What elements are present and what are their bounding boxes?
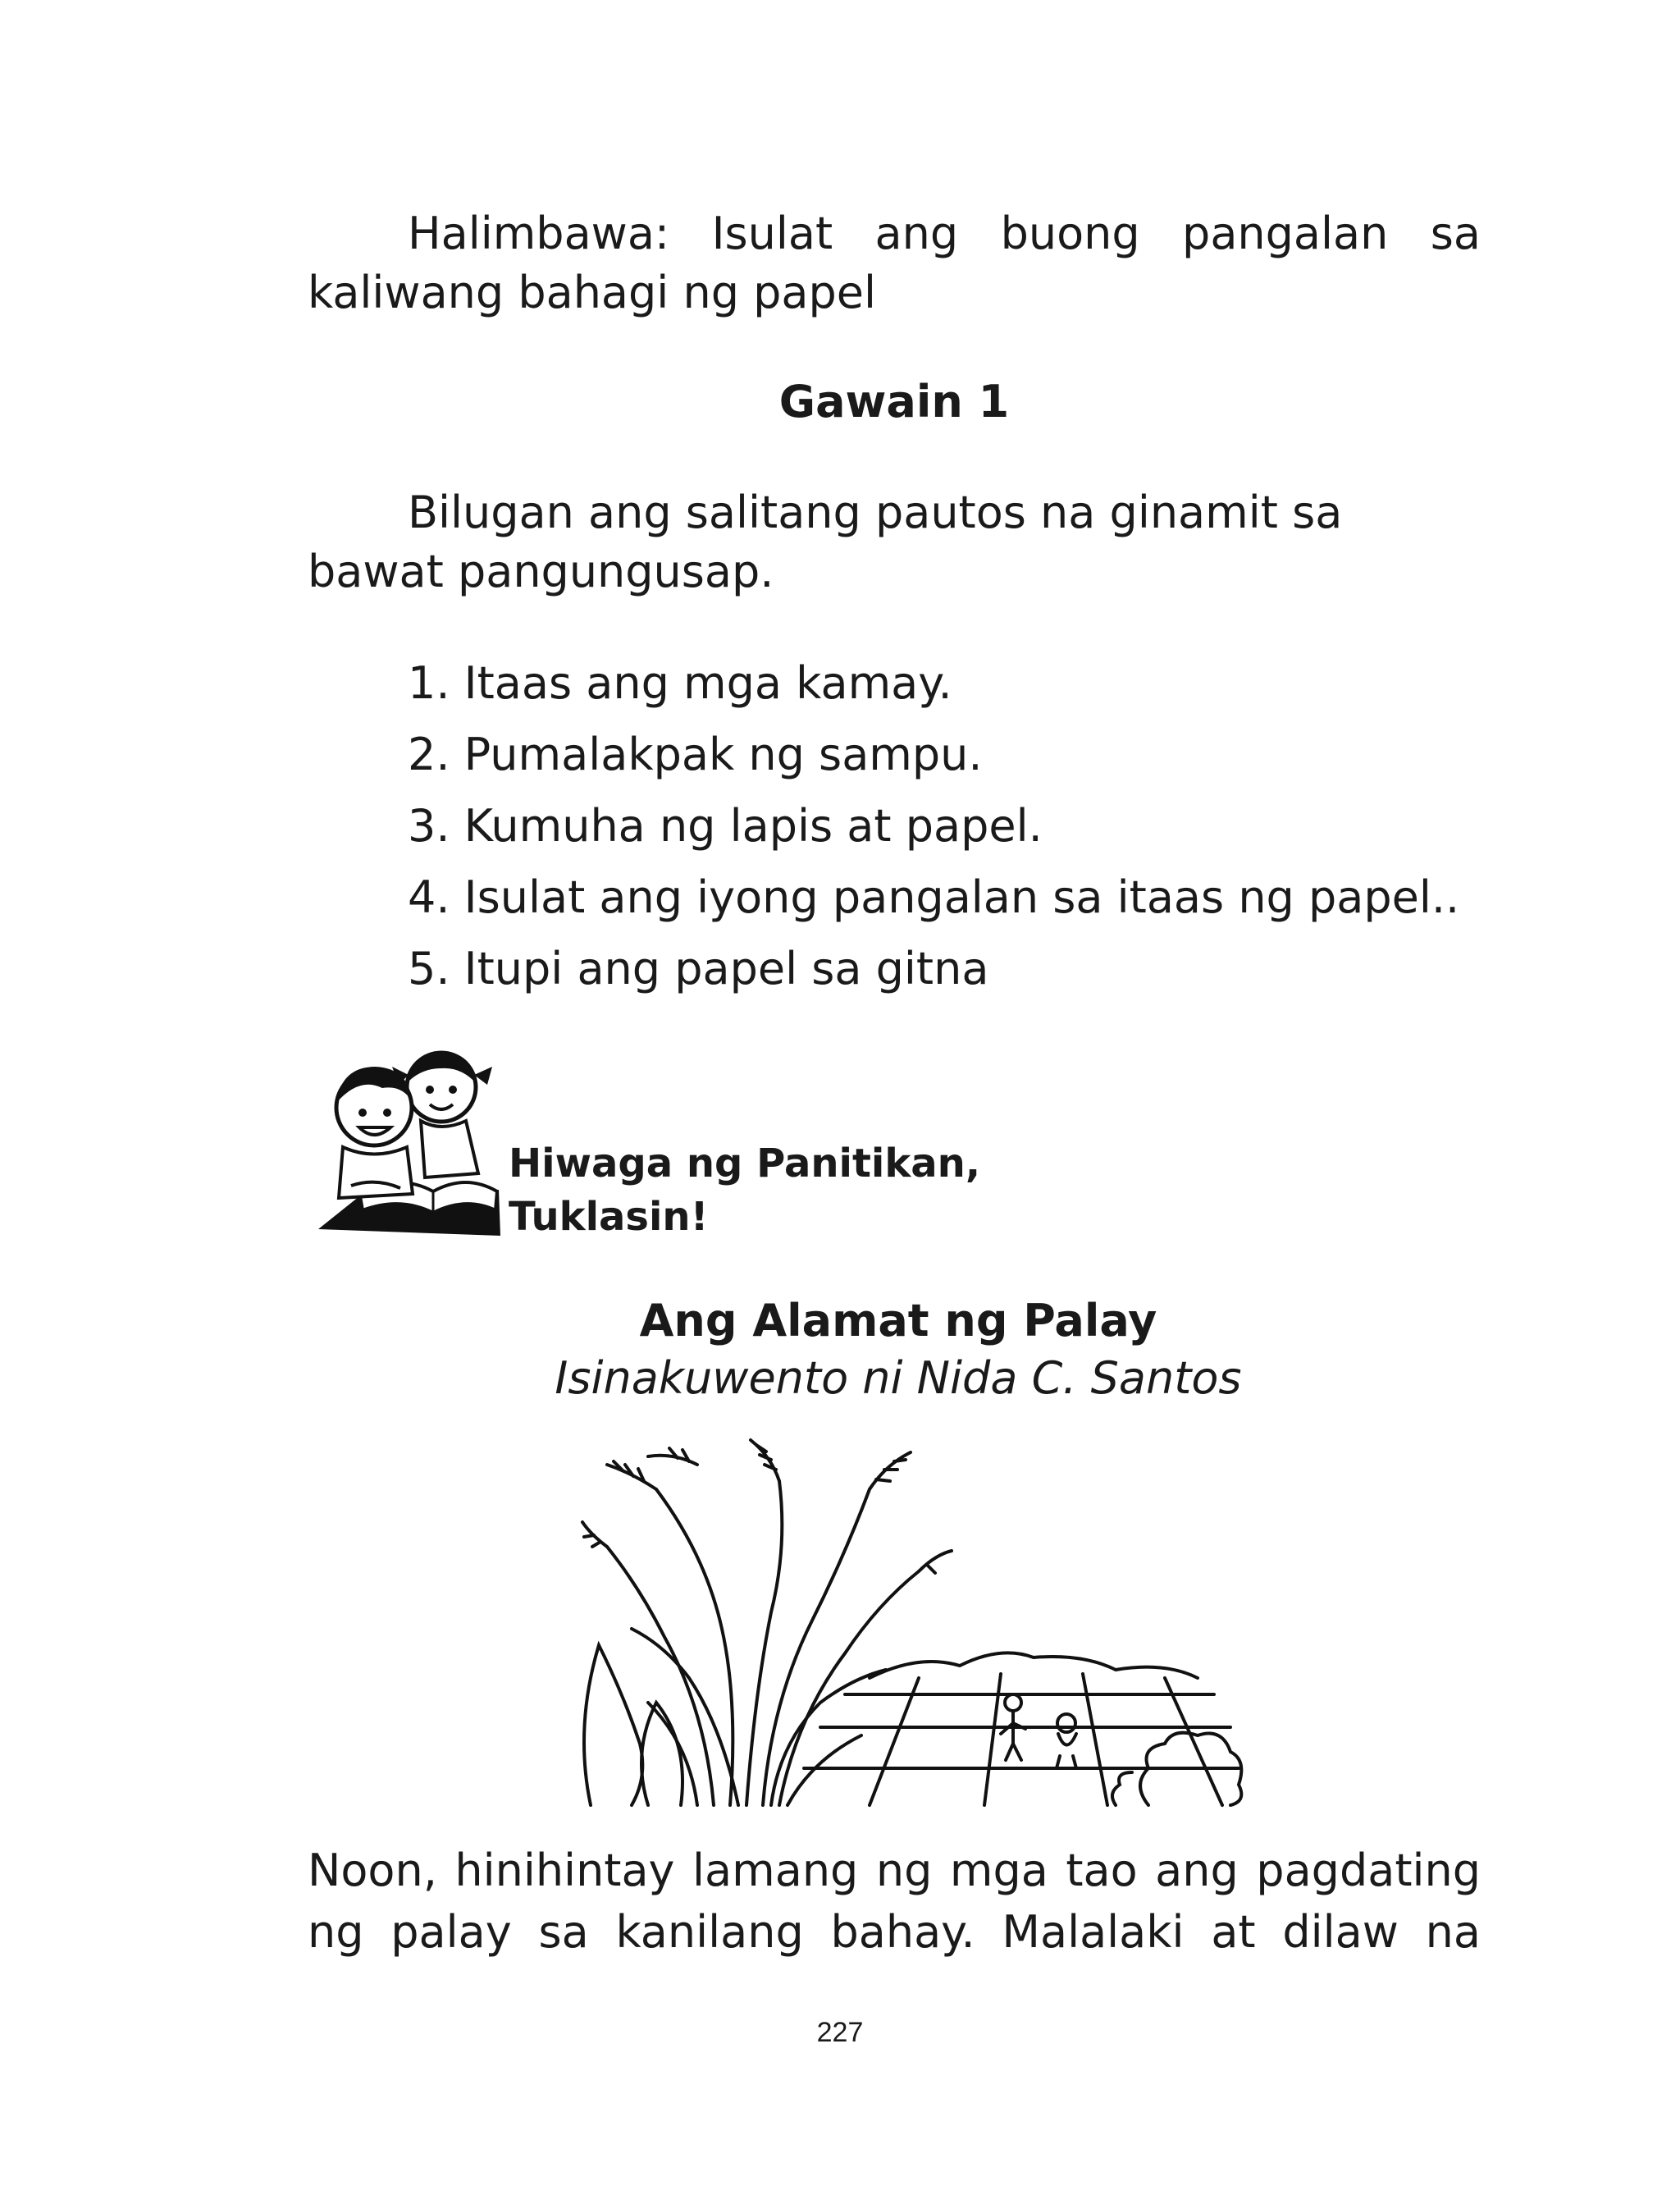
example-line-2: kaliwang bahagi ng papel <box>308 267 877 318</box>
example-text: Isulat ang buong pangalan sa <box>711 208 1481 259</box>
example-line-1 <box>308 205 1481 263</box>
page-number: 227 <box>816 2017 864 2048</box>
paragraph-line-1: Noon, hinihintay lamang ng mga tao ang pagdating <box>308 1845 1481 1896</box>
rice-field-illustration <box>574 1432 1247 1809</box>
section-heading-line-2: Tuklasin! <box>509 1194 709 1240</box>
story-title: Ang Alamat ng Palay <box>639 1295 1157 1346</box>
list-item: 3. Kumuha ng lapis at papel. <box>408 800 1043 852</box>
list-item: 2. Pumalakpak ng sampu. <box>408 729 983 780</box>
list-item: 5. Itupi ang papel sa gitna <box>408 943 989 994</box>
list-item: 4. Isulat ang iyong pangalan sa itaas ng papel.. <box>408 871 1460 923</box>
list-item: 1. Itaas ang mga kamay. <box>408 657 952 709</box>
activity-title: Gawain 1 <box>778 376 1010 427</box>
children-reading-book-icon <box>310 1042 507 1239</box>
story-byline: Isinakuwento ni Nida C. Santos <box>555 1352 1242 1404</box>
example-label: Halimbawa: <box>408 208 670 259</box>
instruction-line-2: bawat pangungusap. <box>308 546 774 597</box>
instruction-line-1: Bilugan ang salitang pautos na ginamit sa <box>408 487 1343 538</box>
section-heading-line-1: Hiwaga ng Panitikan, <box>509 1141 981 1186</box>
paragraph-line-2: ng palay sa kanilang bahay. Malalaki at dilaw na <box>308 1906 1481 1958</box>
